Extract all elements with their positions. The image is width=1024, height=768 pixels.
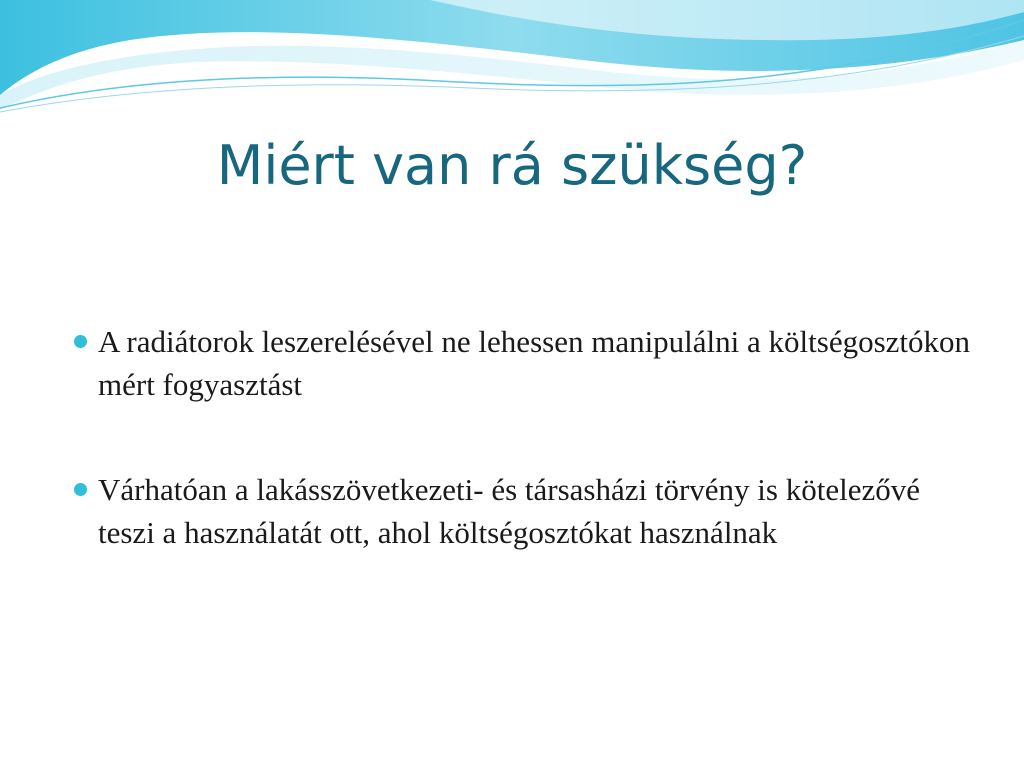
wave-banner — [0, 0, 1024, 130]
bullet-item — [72, 468, 972, 554]
bullet-text: Várhatóan a lakásszövetkezeti- és társasházi törvény is kötelezővé teszi a használatát ott, ahol költségosztókat használnak — [98, 472, 920, 550]
bullet-text: A radiátorok leszerelésével ne lehessen manipulálni a költségosztókon mért fogyasztást — [98, 324, 971, 402]
bullet-dot-icon — [74, 335, 87, 348]
bullet-list — [72, 320, 972, 554]
slide-title: Miért van rá szükség? — [216, 134, 808, 197]
bullet-item — [72, 320, 972, 406]
bullet-dot-icon — [74, 483, 87, 496]
